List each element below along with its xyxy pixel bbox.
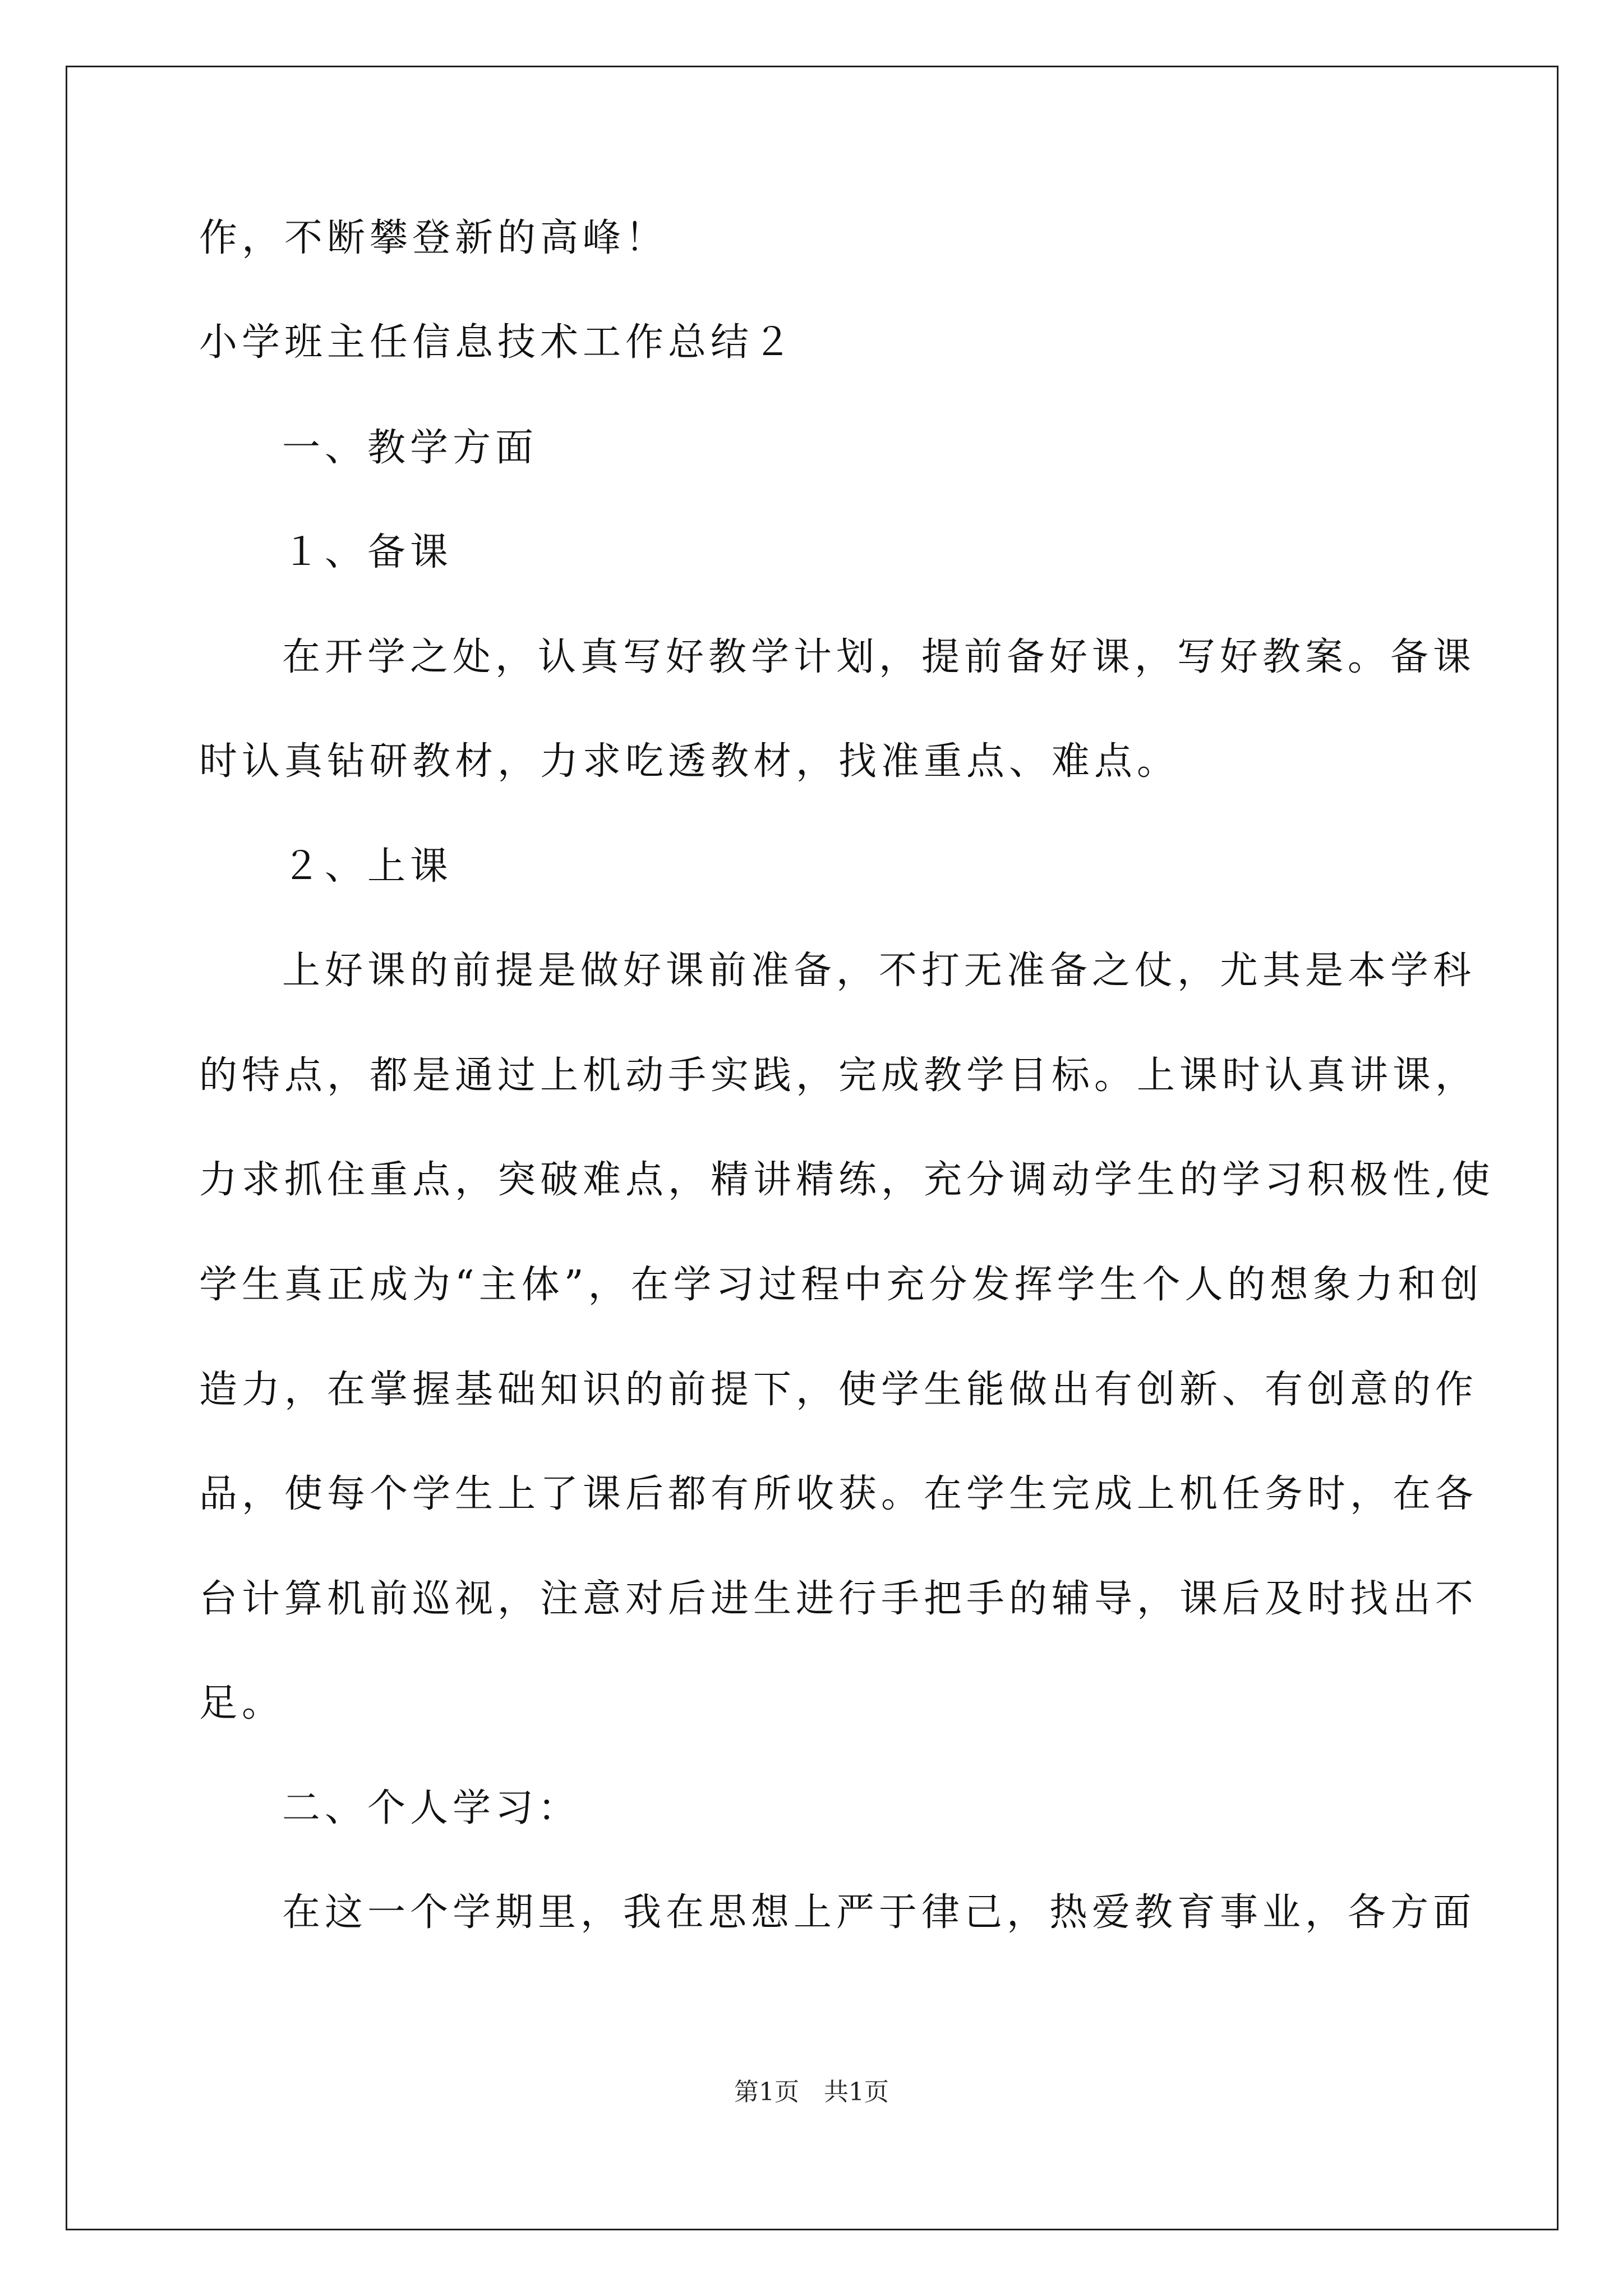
paragraph-line: 上好课的前提是做好课前准备，不打无准备之仗，尤其是本学科 [282,949,1476,993]
paragraph-line: 力求抓住重点，突破难点，精讲精练，充分调动学生的学习积极性,使 [199,1158,1495,1202]
paragraph-line: 的特点，都是通过上机动手实践，完成教学目标。上课时认真讲课， [199,1053,1478,1098]
section-title: 小学班主任信息技术工作总结２ [199,320,796,365]
heading-personal-study: 二、个人学习： [282,1786,581,1830]
paragraph-line: 品，使每个学生上了课后都有所收获。在学生完成上机任务时，在各 [199,1472,1478,1516]
heading-teaching: 一、教学方面 [282,426,538,470]
subheading-class: ２、上课 [282,844,453,889]
paragraph-line: 作，不断攀登新的高峰！ [199,216,668,260]
paragraph-line: 时认真钻研教材，力求吃透教材，找准重点、难点。 [199,739,1180,784]
paragraph-line: 造力，在掌握基础知识的前提下，使学生能做出有创新、有创意的作 [199,1368,1478,1412]
paragraph-line: 足。 [199,1681,285,1726]
page-number-footer: 第1页 共1页 [734,2078,889,2106]
paragraph-line: 在开学之处，认真写好教学计划，提前备好课，写好教案。备课 [282,635,1476,679]
paragraph-line: 在这一个学期里，我在思想上严于律己，热爱教育事业，各方面 [282,1890,1476,1935]
paragraph-line: 台计算机前巡视，注意对后进生进行手把手的辅导，课后及时找出不 [199,1577,1478,1621]
paragraph-line: 学生真正成为“主体”，在学习过程中充分发挥学生个人的想象力和创 [199,1263,1483,1307]
subheading-preparation: １、备课 [282,530,453,574]
